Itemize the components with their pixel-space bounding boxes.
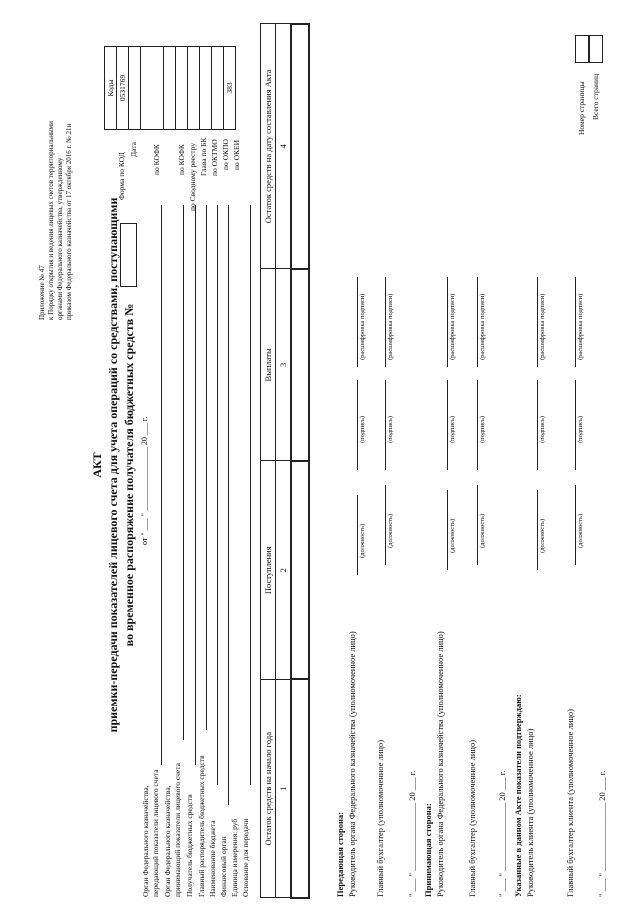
sign-line[interactable] (447, 277, 448, 367)
sign-line[interactable] (447, 490, 448, 570)
glava-label: Глава по БК (199, 137, 208, 176)
sign-line[interactable] (537, 277, 538, 367)
page-number-box[interactable] (575, 35, 589, 63)
svod-code-cell[interactable] (176, 47, 188, 130)
sign-line[interactable] (477, 277, 478, 367)
value-cell[interactable] (291, 24, 309, 269)
caption: (расшифровка подписи) (577, 293, 584, 360)
caption: (расшифровка подписи) (449, 293, 456, 360)
sign-date: " ___ " ________________ 20 ___ г. (497, 770, 507, 897)
caption: (расшифровка подписи) (387, 293, 394, 360)
col-number: 2 (276, 461, 292, 680)
kofk1-code-cell[interactable] (141, 47, 164, 130)
sign-line[interactable] (385, 277, 386, 367)
caption: (расшифровка подписи) (539, 293, 546, 360)
appendix-line: к Порядку открытия и ведения лицевых счетов территориальными (47, 121, 55, 320)
sign-line[interactable] (477, 485, 478, 565)
col-number: 4 (276, 24, 292, 269)
appendix-note (38, 121, 74, 320)
okei-value: 383 (224, 47, 236, 130)
caption: (должность) (387, 513, 394, 548)
sign-line[interactable] (575, 380, 576, 470)
sign-line[interactable] (357, 380, 358, 470)
field-label: Основание для передачи (241, 818, 250, 897)
field-label: Главный распорядитель бюджетных средств (197, 755, 206, 897)
sign-line[interactable] (385, 485, 386, 565)
field-line[interactable] (183, 205, 184, 740)
value-cell[interactable] (291, 680, 309, 899)
caption: (расшифровка подписи) (359, 293, 366, 360)
field-label: Финансовый орган (219, 836, 228, 897)
codes-header: Коды (105, 47, 117, 130)
client-acc-label: Главный бухгалтер клиента (уполномоченное лицо) (565, 708, 575, 897)
date-code-cell[interactable] (129, 47, 141, 130)
value-cell[interactable] (291, 269, 309, 461)
appendix-line: Приложение № 47 (38, 265, 46, 320)
page-number-label: Номер страницы (577, 81, 586, 135)
balances-table (260, 23, 310, 899)
field-label: Единица измерения: руб (230, 818, 239, 897)
sign-date: " ___ " ________________ 20 ___ г. (407, 770, 417, 897)
oktmo-code-cell[interactable] (200, 47, 212, 130)
field-line[interactable] (217, 205, 218, 785)
caption: (подпись) (449, 416, 456, 443)
caption: (подпись) (479, 416, 486, 443)
codes-table (104, 46, 236, 130)
okpo-code-cell[interactable] (212, 47, 224, 130)
date-label: Дата (129, 142, 138, 157)
field-line[interactable] (206, 205, 207, 730)
col-number: 3 (276, 269, 292, 461)
sign-line[interactable] (447, 380, 448, 470)
sign-line[interactable] (477, 380, 478, 470)
caption: (подпись) (539, 416, 546, 443)
confirm-title: Указанные в данном Акте показатели подтверждаю: (513, 694, 523, 897)
sending-title: Передающая сторона: (335, 811, 345, 897)
caption: (должность) (479, 513, 486, 548)
field-line[interactable] (195, 205, 196, 765)
field-label: принимающий показатели лицевого счета (173, 763, 182, 897)
okud-value: 0531769 (117, 47, 129, 130)
caption: (подпись) (577, 416, 584, 443)
caption: (должность) (539, 518, 546, 553)
appendix-line: органами Федерального казначейства, утвержденному (56, 157, 64, 320)
field-line[interactable] (161, 205, 162, 765)
field-label: Орган Федерального казначейства, (141, 785, 150, 897)
sign-line[interactable] (575, 277, 576, 367)
caption: (должность) (577, 513, 584, 548)
sign-line[interactable] (385, 380, 386, 470)
oktmo-label: по ОКТМО (210, 139, 219, 176)
kofk-label-1: по КОФК (152, 144, 161, 175)
receiving-head-label: Руководитель органа Федерального казначейства (уполномоченное лицо) (435, 631, 445, 897)
receiving-acc-label: Главный бухгалтер (уполномоченное лицо) (467, 739, 477, 897)
receiving-title: Принимающая сторона: (423, 803, 433, 897)
field-label: Наименование бюджета (208, 820, 217, 897)
sign-line[interactable] (357, 495, 358, 575)
glava-code-cell[interactable] (188, 47, 200, 130)
act-title: АКТ (90, 452, 104, 478)
sign-line[interactable] (357, 277, 358, 367)
total-pages-label: Всего страниц (591, 73, 600, 120)
field-line[interactable] (250, 205, 251, 785)
okei-label: по ОКЕИ (232, 139, 241, 170)
sending-acc-label: Главный бухгалтер (уполномоченное лицо) (375, 739, 385, 897)
col-header: Остаток средств на начало года (261, 680, 276, 899)
okpo-label: по ОКПО (221, 139, 230, 170)
col-header: Поступления (261, 461, 276, 680)
sign-line[interactable] (575, 485, 576, 565)
field-label: передающий показатели лицевого счета (151, 769, 160, 897)
caption: (подпись) (387, 416, 394, 443)
caption: (расшифровка подписи) (479, 293, 486, 360)
appendix-line: приказом Федерального казначейства от 17 октября 2016 г. № 21н (65, 123, 73, 320)
sign-line[interactable] (537, 380, 538, 470)
total-pages-box[interactable] (589, 35, 603, 63)
act-number-box[interactable] (120, 223, 137, 287)
kofk2-code-cell[interactable] (164, 47, 176, 130)
col-header: Выплаты (261, 269, 276, 461)
value-cell[interactable] (291, 461, 309, 680)
svod-label: по Сводному реестру (188, 142, 197, 211)
caption: (должность) (359, 523, 366, 558)
caption: (подпись) (359, 416, 366, 443)
client-head-label: Руководитель клиента (уполномоченное лицо) (525, 728, 535, 897)
act-subtitle-1: приемки-передачи показателей лицевого счета для учета операций со средствами, поступающими (106, 197, 120, 733)
kofk-label-2: по КОФК (177, 144, 186, 175)
act-subtitle-2: во временное распоряжение получателя бюджетных средств № (122, 303, 136, 647)
field-label: Орган Федерального казначейства, (163, 785, 172, 897)
field-label: Получатель бюджетных средств (185, 794, 194, 897)
sign-line[interactable] (537, 490, 538, 570)
okud-label: Форма по КОД (117, 152, 126, 200)
col-header: Остаток средств на дату составления Акта (261, 24, 276, 269)
act-date-line: от " ___ " ________________ 20 ___ г. (140, 416, 149, 545)
col-number: 1 (276, 680, 292, 899)
field-line[interactable] (228, 205, 229, 805)
caption: (должность) (449, 518, 456, 553)
sign-date: " ___ " ________________ 20 ___ г. (597, 770, 607, 897)
sending-head-label: Руководитель органа Федерального казначейства (уполномоченное лицо) (347, 631, 357, 897)
